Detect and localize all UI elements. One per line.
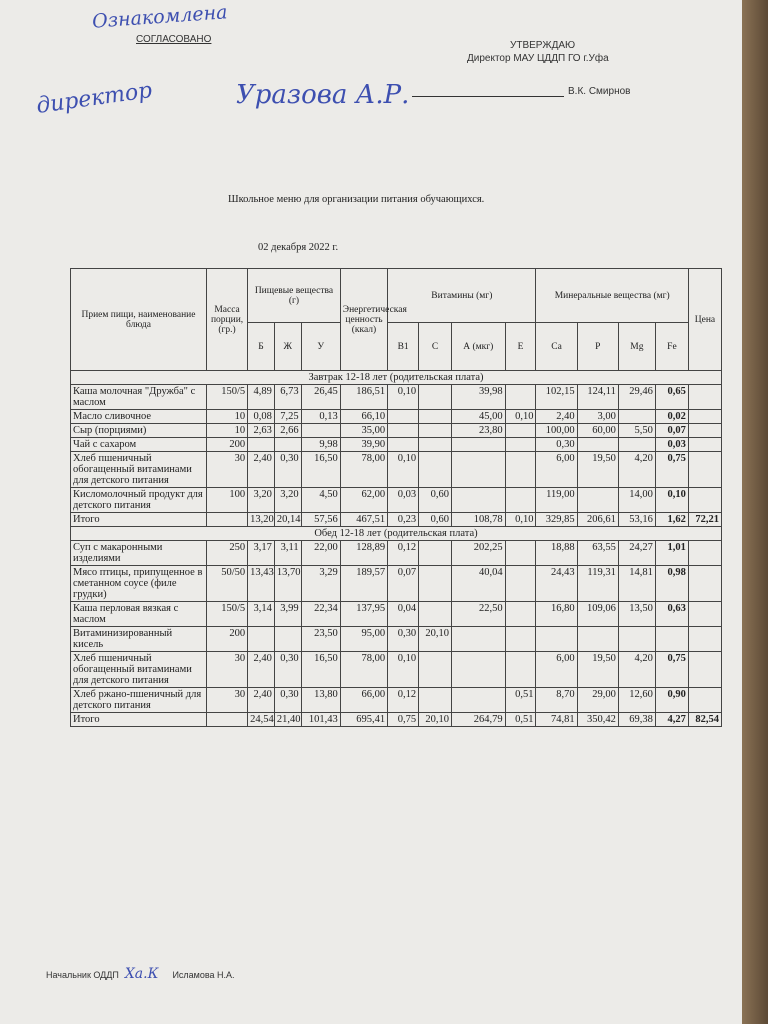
table-cell: 102,15 (536, 385, 577, 410)
total-cell: 20,14 (274, 513, 301, 527)
footer-handwritten-signature: Ха.К (124, 966, 159, 982)
table-cell (505, 566, 536, 602)
total-cell: 69,38 (618, 713, 655, 727)
signature-line (412, 96, 564, 97)
table-row (71, 652, 722, 688)
table-cell: 30 (206, 688, 247, 713)
desk-background (742, 0, 768, 1024)
table-cell (505, 488, 536, 513)
table-cell: 29,00 (577, 688, 618, 713)
table-cell: 0,12 (388, 541, 419, 566)
section-title: Завтрак 12-18 лет (родительская плата) (71, 371, 722, 385)
table-cell: 100,00 (536, 424, 577, 438)
table-cell (688, 452, 721, 488)
approved-label: УТВЕРЖДАЮ (510, 40, 576, 51)
table-cell (419, 438, 452, 452)
dish-name: Чай с сахаром (71, 438, 207, 452)
total-row (71, 713, 722, 727)
table-cell: 119,00 (536, 488, 577, 513)
table-cell (452, 652, 506, 688)
table-cell: 50/50 (206, 566, 247, 602)
table-cell: 4,50 (301, 488, 340, 513)
table-cell: 6,00 (536, 652, 577, 688)
table-cell (419, 652, 452, 688)
table-cell (655, 627, 688, 652)
col-name-header: Прием пищи, наименование блюда (71, 269, 207, 371)
director-title: Директор МАУ ЦДДП ГО г.Уфа (467, 53, 609, 64)
table-cell: 3,14 (248, 602, 275, 627)
table-cell: 250 (206, 541, 247, 566)
dish-name: Каша молочная "Дружба" с маслом (71, 385, 207, 410)
table-cell: 22,50 (452, 602, 506, 627)
table-cell (688, 566, 721, 602)
table-cell (452, 452, 506, 488)
table-cell (688, 541, 721, 566)
col-sub-header: Ca (536, 323, 577, 371)
dish-name: Масло сливочное (71, 410, 207, 424)
table-cell (419, 602, 452, 627)
table-row (71, 566, 722, 602)
total-cell: 101,43 (301, 713, 340, 727)
table-cell: 3,99 (274, 602, 301, 627)
table-cell: 200 (206, 438, 247, 452)
col-sub-header: Е (505, 323, 536, 371)
table-cell: 29,46 (618, 385, 655, 410)
table-cell (688, 410, 721, 424)
table-cell: 0,10 (505, 410, 536, 424)
footer-name: Исламова Н.А. (172, 970, 235, 980)
col-sub-header: B1 (388, 323, 419, 371)
dish-name: Суп с макаронными изделиями (71, 541, 207, 566)
table-cell (688, 602, 721, 627)
dish-name: Хлеб пшеничный обогащенный витаминами для детского питания (71, 652, 207, 688)
table-cell (274, 627, 301, 652)
total-cell (206, 513, 247, 527)
total-cell: 1,62 (655, 513, 688, 527)
table-cell (688, 488, 721, 513)
table-cell (618, 410, 655, 424)
table-cell (274, 438, 301, 452)
section-title: Обед 12-18 лет (родительская плата) (71, 527, 722, 541)
table-cell: 2,63 (248, 424, 275, 438)
table-cell (301, 424, 340, 438)
col-sub-header: Ж (274, 323, 301, 371)
total-cell: 82,54 (688, 713, 721, 727)
table-cell: 4,20 (618, 452, 655, 488)
table-cell: 0,90 (655, 688, 688, 713)
table-row (71, 424, 722, 438)
table-cell: 0,98 (655, 566, 688, 602)
table-cell: 2,40 (248, 652, 275, 688)
table-cell: 3,00 (577, 410, 618, 424)
total-cell: 57,56 (301, 513, 340, 527)
total-cell: 108,78 (452, 513, 506, 527)
table-cell: 45,00 (452, 410, 506, 424)
table-cell: 4,20 (618, 652, 655, 688)
col-sub-header: А (мкг) (452, 323, 506, 371)
total-cell: 329,85 (536, 513, 577, 527)
table-cell: 3,17 (248, 541, 275, 566)
table-cell (577, 438, 618, 452)
table-cell (505, 424, 536, 438)
total-cell: 0,51 (505, 713, 536, 727)
col-sub-header: P (577, 323, 618, 371)
total-cell: 0,10 (505, 513, 536, 527)
table-cell (248, 438, 275, 452)
total-cell: 4,27 (655, 713, 688, 727)
table-cell: 6,00 (536, 452, 577, 488)
table-cell: 66,10 (340, 410, 387, 424)
dish-name: Хлеб пшеничный обогащенный витаминами для детского питания (71, 452, 207, 488)
table-cell (688, 652, 721, 688)
col-nutrients-header: Пищевые вещества (г) (248, 269, 341, 323)
table-cell: 0,07 (655, 424, 688, 438)
table-cell (688, 438, 721, 452)
table-cell: 150/5 (206, 385, 247, 410)
table-cell: 0,10 (388, 452, 419, 488)
col-minerals-header: Минеральные вещества (мг) (536, 269, 688, 323)
total-cell: 13,20 (248, 513, 275, 527)
table-cell: 0,75 (655, 452, 688, 488)
table-cell: 24,43 (536, 566, 577, 602)
total-cell: 0,75 (388, 713, 419, 727)
table-cell: 200 (206, 627, 247, 652)
footer-label: Начальник ОДДП (46, 970, 119, 980)
table-cell: 3,11 (274, 541, 301, 566)
menu-table-body (71, 371, 722, 727)
col-sub-header: Mg (618, 323, 655, 371)
table-cell: 63,55 (577, 541, 618, 566)
table-cell (688, 688, 721, 713)
table-cell: 189,57 (340, 566, 387, 602)
table-cell (419, 424, 452, 438)
section-title-row (71, 527, 722, 541)
handwritten-acknowledged: Ознакомлена (91, 1, 229, 33)
table-row (71, 688, 722, 713)
total-cell (206, 713, 247, 727)
table-cell: 23,50 (301, 627, 340, 652)
total-label: Итого (71, 513, 207, 527)
table-cell (388, 424, 419, 438)
table-cell: 22,34 (301, 602, 340, 627)
table-cell: 0,30 (388, 627, 419, 652)
table-cell: 2,40 (536, 410, 577, 424)
table-cell: 0,12 (388, 688, 419, 713)
total-cell: 21,40 (274, 713, 301, 727)
total-cell: 467,51 (340, 513, 387, 527)
table-cell: 35,00 (340, 424, 387, 438)
table-cell (618, 438, 655, 452)
col-energy-header: Энергетическая ценность (ккал) (340, 269, 387, 371)
table-cell (536, 627, 577, 652)
table-cell: 0,10 (388, 385, 419, 410)
table-cell: 0,65 (655, 385, 688, 410)
table-cell: 0,07 (388, 566, 419, 602)
table-cell: 78,00 (340, 452, 387, 488)
dish-name: Сыр (порциями) (71, 424, 207, 438)
table-cell: 62,00 (340, 488, 387, 513)
total-cell: 20,10 (419, 713, 452, 727)
table-cell: 1,01 (655, 541, 688, 566)
table-cell: 186,51 (340, 385, 387, 410)
table-cell: 109,06 (577, 602, 618, 627)
table-cell: 60,00 (577, 424, 618, 438)
table-cell: 95,00 (340, 627, 387, 652)
table-cell: 30 (206, 452, 247, 488)
table-cell (688, 424, 721, 438)
handwritten-name: Уразова А.Р. (236, 80, 410, 110)
table-cell: 18,88 (536, 541, 577, 566)
table-cell: 13,80 (301, 688, 340, 713)
table-cell (452, 627, 506, 652)
total-cell: 350,42 (577, 713, 618, 727)
table-cell: 0,02 (655, 410, 688, 424)
total-cell: 264,79 (452, 713, 506, 727)
table-cell: 30 (206, 652, 247, 688)
table-cell (452, 488, 506, 513)
col-vitamins-header: Витамины (мг) (388, 269, 536, 323)
total-cell: 72,21 (688, 513, 721, 527)
total-cell: 53,16 (618, 513, 655, 527)
table-cell: 0,63 (655, 602, 688, 627)
table-cell: 100 (206, 488, 247, 513)
table-cell: 13,50 (618, 602, 655, 627)
table-row (71, 438, 722, 452)
table-cell (419, 566, 452, 602)
table-cell: 0,10 (388, 652, 419, 688)
col-sub-header: У (301, 323, 340, 371)
table-cell: 2,40 (248, 452, 275, 488)
table-cell: 119,31 (577, 566, 618, 602)
col-mass-header: Масса порции, (гр.) (206, 269, 247, 371)
table-cell: 0,30 (274, 452, 301, 488)
table-cell: 78,00 (340, 652, 387, 688)
table-cell: 5,50 (618, 424, 655, 438)
dish-name: Каша перловая вязкая с маслом (71, 602, 207, 627)
table-cell: 16,50 (301, 452, 340, 488)
table-cell: 0,03 (655, 438, 688, 452)
table-cell (248, 627, 275, 652)
table-cell: 0,03 (388, 488, 419, 513)
table-cell: 0,60 (419, 488, 452, 513)
table-cell: 66,00 (340, 688, 387, 713)
col-sub-header: C (419, 323, 452, 371)
table-cell: 3,29 (301, 566, 340, 602)
menu-table (70, 268, 722, 727)
table-cell: 13,43 (248, 566, 275, 602)
dish-name: Хлеб ржано-пшеничный для детского питания (71, 688, 207, 713)
table-cell: 0,10 (655, 488, 688, 513)
document-title: Школьное меню для организации питания обучающихся. (228, 194, 485, 205)
table-row (71, 452, 722, 488)
table-cell: 16,80 (536, 602, 577, 627)
table-cell: 24,27 (618, 541, 655, 566)
total-cell: 695,41 (340, 713, 387, 727)
table-cell (419, 688, 452, 713)
table-cell: 0,04 (388, 602, 419, 627)
table-cell: 7,25 (274, 410, 301, 424)
table-row (71, 488, 722, 513)
table-cell: 124,11 (577, 385, 618, 410)
table-cell: 12,60 (618, 688, 655, 713)
table-cell: 14,81 (618, 566, 655, 602)
table-cell (452, 438, 506, 452)
table-cell: 2,66 (274, 424, 301, 438)
table-cell: 128,89 (340, 541, 387, 566)
table-row (71, 410, 722, 424)
table-cell (577, 627, 618, 652)
col-sub-header: Б (248, 323, 275, 371)
table-cell: 8,70 (536, 688, 577, 713)
table-cell: 10 (206, 410, 247, 424)
table-cell: 16,50 (301, 652, 340, 688)
table-cell: 0,30 (274, 652, 301, 688)
table-cell: 26,45 (301, 385, 340, 410)
table-cell: 0,30 (274, 688, 301, 713)
handwritten-role: директор (34, 78, 154, 119)
table-cell (419, 452, 452, 488)
table-row (71, 627, 722, 652)
table-cell (688, 627, 721, 652)
dish-name: Кисломолочный продукт для детского питания (71, 488, 207, 513)
table-cell: 0,51 (505, 688, 536, 713)
table-cell: 0,08 (248, 410, 275, 424)
table-cell: 39,98 (452, 385, 506, 410)
table-row (71, 602, 722, 627)
document-date: 02 декабря 2022 г. (258, 242, 339, 253)
table-cell (505, 385, 536, 410)
table-cell: 20,10 (419, 627, 452, 652)
total-cell: 24,54 (248, 713, 275, 727)
dish-name: Витаминизированный кисель (71, 627, 207, 652)
col-price-header: Цена (688, 269, 721, 371)
table-cell: 0,13 (301, 410, 340, 424)
table-row (71, 541, 722, 566)
table-cell: 0,75 (655, 652, 688, 688)
table-cell: 40,04 (452, 566, 506, 602)
table-cell (452, 688, 506, 713)
table-cell: 14,00 (618, 488, 655, 513)
table-cell (388, 438, 419, 452)
table-cell: 22,00 (301, 541, 340, 566)
table-cell (577, 488, 618, 513)
table-cell: 9,98 (301, 438, 340, 452)
table-cell: 13,70 (274, 566, 301, 602)
table-cell (505, 627, 536, 652)
table-cell (505, 452, 536, 488)
table-cell: 150/5 (206, 602, 247, 627)
dish-name: Мясо птицы, припущенное в сметанном соусе (филе грудки) (71, 566, 207, 602)
total-cell: 74,81 (536, 713, 577, 727)
total-cell: 206,61 (577, 513, 618, 527)
total-row (71, 513, 722, 527)
table-row (71, 385, 722, 410)
table-cell (419, 410, 452, 424)
table-cell (618, 627, 655, 652)
table-cell (505, 541, 536, 566)
total-cell: 0,60 (419, 513, 452, 527)
table-cell: 23,80 (452, 424, 506, 438)
table-cell: 3,20 (274, 488, 301, 513)
table-cell: 19,50 (577, 652, 618, 688)
table-cell: 0,30 (536, 438, 577, 452)
table-cell (505, 438, 536, 452)
table-cell: 4,89 (248, 385, 275, 410)
table-cell: 19,50 (577, 452, 618, 488)
table-cell: 3,20 (248, 488, 275, 513)
col-sub-header: Fe (655, 323, 688, 371)
table-cell: 202,25 (452, 541, 506, 566)
table-cell: 2,40 (248, 688, 275, 713)
table-cell: 10 (206, 424, 247, 438)
agreed-label: СОГЛАСОВАНО (136, 34, 212, 45)
table-cell (388, 410, 419, 424)
total-label: Итого (71, 713, 207, 727)
signature-name: В.К. Смирнов (568, 86, 631, 97)
table-cell (419, 541, 452, 566)
table-cell: 39,90 (340, 438, 387, 452)
table-cell (505, 652, 536, 688)
total-cell: 0,23 (388, 513, 419, 527)
table-cell (419, 385, 452, 410)
table-cell: 6,73 (274, 385, 301, 410)
table-cell (688, 385, 721, 410)
table-cell: 137,95 (340, 602, 387, 627)
table-cell (505, 602, 536, 627)
footer-signature (46, 966, 235, 982)
section-title-row (71, 371, 722, 385)
